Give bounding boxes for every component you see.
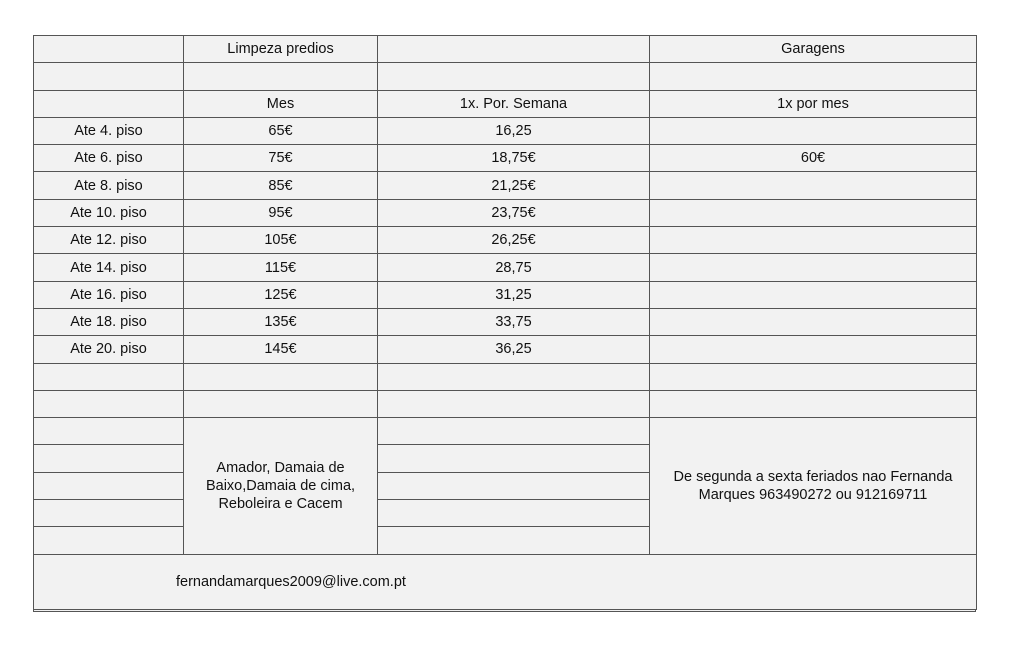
table-row: [34, 254, 977, 281]
monthly-price: 145€: [184, 336, 378, 363]
spacer-row: [34, 363, 977, 390]
weekly-price: 28,75: [378, 254, 650, 281]
empty-cell: [378, 527, 650, 554]
monthly-price: 115€: [184, 254, 378, 281]
monthly-price: 95€: [184, 199, 378, 226]
floor-label: Ate 8. piso: [34, 172, 184, 199]
subheader-cell-empty: [34, 90, 184, 117]
garage-price: 60€: [650, 145, 977, 172]
spacer-row: [34, 390, 977, 417]
email-address: fernandamarques2009@live.com.pt: [34, 554, 977, 609]
empty-cell: [650, 363, 977, 390]
empty-cell: [378, 472, 650, 499]
price-table: [33, 35, 977, 610]
spacer-row: [34, 63, 977, 90]
subheader-mes: Mes: [184, 90, 378, 117]
floor-label: Ate 12. piso: [34, 227, 184, 254]
garage-price: [650, 117, 977, 144]
empty-cell: [378, 445, 650, 472]
garage-price: [650, 281, 977, 308]
empty-cell: [34, 500, 184, 527]
empty-cell: [378, 363, 650, 390]
empty-cell: [184, 363, 378, 390]
service-areas: Amador, Damaia de Baixo,Damaia de cima, Reboleira e Cacem: [184, 418, 378, 554]
contact-info: De segunda a sexta feriados nao Fernanda Marques 963490272 ou 912169711: [650, 418, 977, 554]
subheader-mensal: 1x por mes: [650, 90, 977, 117]
empty-cell: [378, 63, 650, 90]
weekly-price: 26,25€: [378, 227, 650, 254]
header-cell-empty: [378, 36, 650, 63]
header-limpeza-predios: Limpeza predios: [184, 36, 378, 63]
weekly-price: 16,25: [378, 117, 650, 144]
floor-label: Ate 18. piso: [34, 308, 184, 335]
weekly-price: 36,25: [378, 336, 650, 363]
floor-label: Ate 6. piso: [34, 145, 184, 172]
info-row: [34, 418, 977, 445]
weekly-price: 33,75: [378, 308, 650, 335]
table-row: [34, 172, 977, 199]
empty-cell: [34, 63, 184, 90]
garage-price: [650, 172, 977, 199]
floor-label: Ate 10. piso: [34, 199, 184, 226]
weekly-price: 23,75€: [378, 199, 650, 226]
monthly-price: 125€: [184, 281, 378, 308]
empty-cell: [34, 527, 184, 554]
empty-cell: [184, 390, 378, 417]
table-row: [34, 308, 977, 335]
subheader-semana: 1x. Por. Semana: [378, 90, 650, 117]
empty-cell: [34, 363, 184, 390]
empty-cell: [378, 418, 650, 445]
empty-cell: [34, 418, 184, 445]
garage-price: [650, 336, 977, 363]
empty-cell: [378, 390, 650, 417]
table-row: [34, 199, 977, 226]
floor-label: Ate 4. piso: [34, 117, 184, 144]
empty-cell: [34, 445, 184, 472]
monthly-price: 65€: [184, 117, 378, 144]
table-row: [34, 281, 977, 308]
table-row: [34, 145, 977, 172]
header-row: [34, 36, 977, 63]
weekly-price: 18,75€: [378, 145, 650, 172]
garage-price: [650, 308, 977, 335]
floor-label: Ate 14. piso: [34, 254, 184, 281]
garage-price: [650, 254, 977, 281]
empty-cell: [184, 63, 378, 90]
table-row: [34, 117, 977, 144]
empty-cell: [34, 472, 184, 499]
empty-cell: [650, 390, 977, 417]
empty-cell: [650, 63, 977, 90]
subheader-row: [34, 90, 977, 117]
monthly-price: 75€: [184, 145, 378, 172]
garage-price: [650, 227, 977, 254]
floor-label: Ate 16. piso: [34, 281, 184, 308]
weekly-price: 21,25€: [378, 172, 650, 199]
garage-price: [650, 199, 977, 226]
empty-cell: [34, 390, 184, 417]
monthly-price: 135€: [184, 308, 378, 335]
table-row: [34, 227, 977, 254]
monthly-price: 105€: [184, 227, 378, 254]
empty-cell: [378, 500, 650, 527]
floor-label: Ate 20. piso: [34, 336, 184, 363]
header-cell-empty: [34, 36, 184, 63]
weekly-price: 31,25: [378, 281, 650, 308]
monthly-price: 85€: [184, 172, 378, 199]
table-row: [34, 336, 977, 363]
header-garagens: Garagens: [650, 36, 977, 63]
footer-row: [34, 554, 977, 609]
